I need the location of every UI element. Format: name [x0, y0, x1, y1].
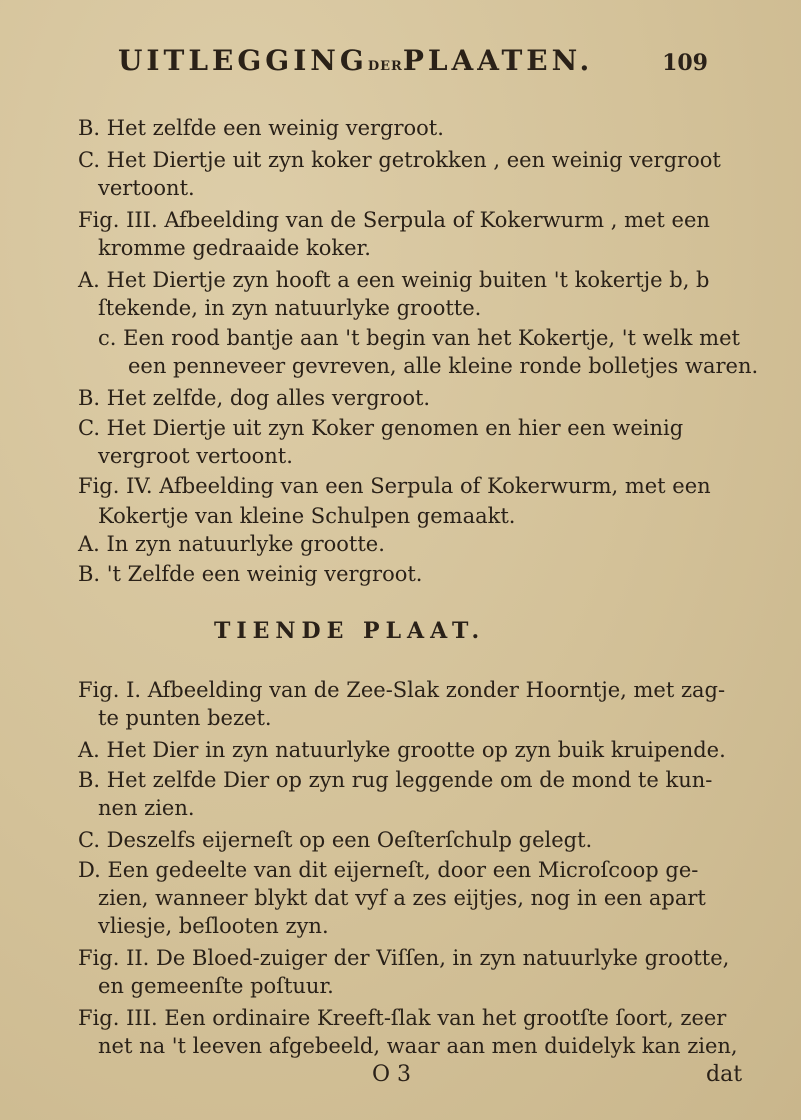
text-line: A. In zyn natuurlyke grootte.	[78, 532, 385, 556]
text-line: A. Het Dier in zyn natuurlyke grootte op zyn buik kruipende.	[78, 738, 726, 762]
text-line: c. Een rood bantje aan 't begin van het Kokertje, 't welk met	[98, 326, 740, 350]
text-line: C. Het Diertje uit zyn Koker genomen en hier een weinig	[78, 416, 684, 440]
text-line: B. Het zelfde een weinig vergroot.	[78, 116, 444, 140]
signature-mark: O 3	[372, 1062, 412, 1087]
text-line: zien, wanneer blykt dat vyf a zes eijtjes, nog in een apart	[98, 886, 706, 910]
text-line: net na 't leeven afgebeeld, waar aan men duidelyk kan zien,	[98, 1034, 738, 1058]
text-line: vertoont.	[98, 176, 195, 200]
text-line: vliesje, beſlooten zyn.	[98, 914, 329, 938]
page-header	[118, 44, 708, 84]
text-line: Fig. IV. Afbeelding van een Serpula of Kokerwurm, met een	[78, 474, 711, 498]
catchword: dat	[706, 1062, 743, 1087]
text-line: B. Het zelfde, dog alles vergroot.	[78, 386, 431, 410]
text-line: vergroot vertoont.	[98, 444, 293, 468]
text-line: C. Deszelfs eijerneſt op een Oeſterſchulp gelegt.	[78, 828, 593, 852]
running-title: UITLEGGINGDERPLAATEN.	[118, 44, 594, 77]
text-line: C. Het Diertje uit zyn koker getrokken , een weinig vergroot	[78, 148, 721, 172]
text-line: te punten bezet.	[98, 706, 272, 730]
text-line: ſtekende, in zyn natuurlyke grootte.	[98, 296, 482, 320]
text-line: Fig. II. De Bloed-zuiger der Viſſen, in zyn natuurlyke grootte,	[78, 946, 730, 970]
text-line: B. Het zelfde Dier op zyn rug leggende om de mond te kun-	[78, 768, 713, 792]
text-line: B. 't Zelfde een weinig vergroot.	[78, 562, 423, 586]
text-line: D. Een gedeelte van dit eijerneſt, door een Microſcoop ge-	[78, 858, 699, 882]
text-line: Fig. III. Een ordinaire Kreeft-ſlak van het grootſte ſoort, zeer	[78, 1006, 727, 1030]
text-line: kromme gedraaide koker.	[98, 236, 371, 260]
text-line: Kokertje van kleine Schulpen gemaakt.	[98, 504, 516, 528]
text-line: A. Het Diertje zyn hooft a een weinig buiten 't kokertje b, b	[78, 268, 710, 292]
text-line: nen zien.	[98, 796, 195, 820]
text-line: Fig. I. Afbeelding van de Zee-Slak zonder Hoorntje, met zag-	[78, 678, 726, 702]
text-line: Fig. III. Afbeelding van de Serpula of Kokerwurm , met een	[78, 208, 710, 232]
page-number: 109	[662, 50, 708, 76]
text-line: en gemeenſte poſtuur.	[98, 974, 334, 998]
section-heading: TIENDE PLAAT.	[214, 618, 486, 644]
text-line: een penneveer gevreven, alle kleine ronde bolletjes waren.	[128, 354, 759, 378]
